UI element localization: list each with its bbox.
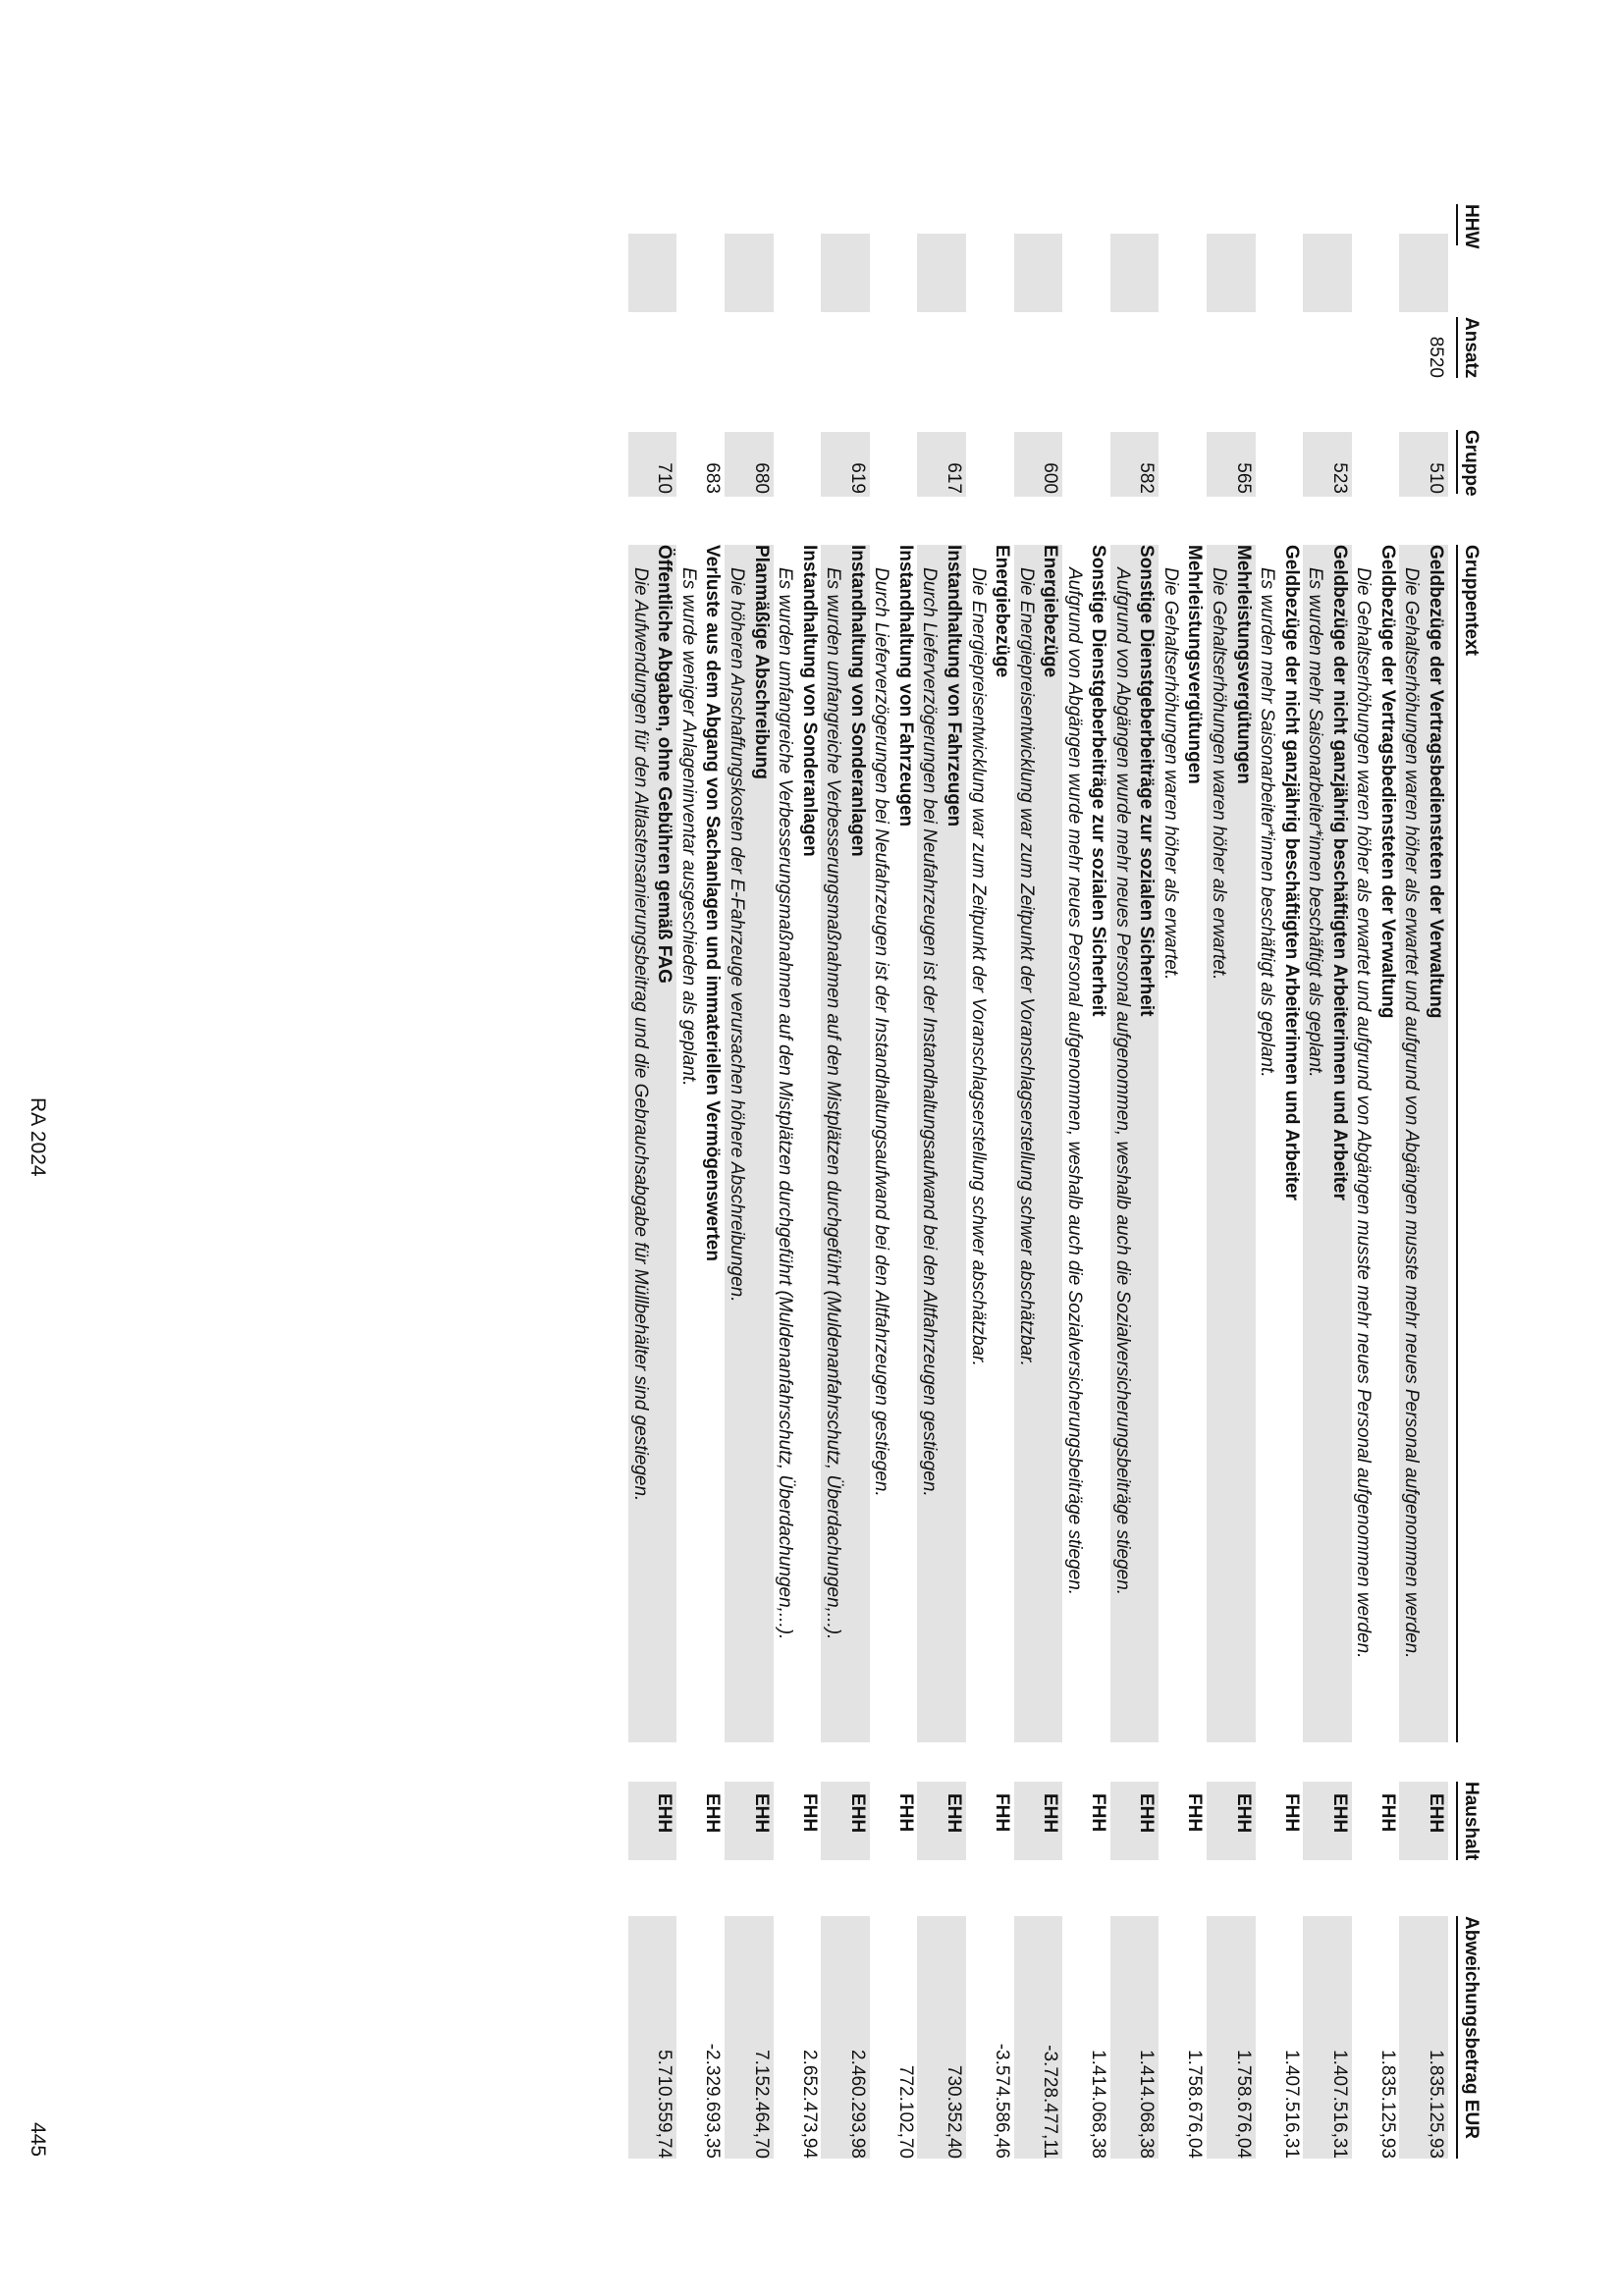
row-shading [1038,545,1062,1742]
row-gruppentext: Sonstige Dienstgeberbeiträge zur sozialen Sicherheit [1088,545,1109,1017]
footer-page-number: 445 [27,2122,49,2158]
header-rule-ansatz [1456,317,1458,378]
row-shading [628,1916,653,2159]
row-abweichungsbetrag: 1.835.125,93 [1426,2050,1446,2159]
row-gruppentext: Mehrleistungsvergütungen [1232,545,1254,784]
row-gruppentext: Instandhaltung von Sonderanlagen [798,545,820,857]
row-abweichungsbetrag: 1.758.676,04 [1232,2050,1254,2159]
row-shading [917,1782,942,1860]
row-shading [628,234,653,312]
row-shading [725,432,749,497]
row-shading [1014,432,1039,497]
row-abweichungsbetrag: -2.329.693,35 [702,2043,724,2159]
row-erlaeuterung: Die Gehaltserhöhungen waren höher als erwartet. [1160,567,1181,981]
row-shading [1038,234,1062,312]
header-haushalt: Haushalt [1461,1782,1482,1861]
row-gruppe: 683 [702,462,724,494]
row-shading [1399,432,1424,497]
row-haushalt: EHH [1328,1793,1350,1834]
header-ansatz: Ansatz [1461,317,1482,379]
row-shading [917,432,942,497]
row-shading [628,1782,653,1860]
row-shading [821,234,845,312]
row-shading [845,234,870,312]
row-shading [1207,1916,1231,2159]
row-haushalt: EHH [654,1793,675,1834]
row-erlaeuterung: Die Aufwendungen für den Altlastensanierungsbeitrag und die Gebrauchsabgabe für Müllbehälter sind gestiegen. [629,567,651,1502]
row-shading [725,1782,749,1860]
row-shading [1303,432,1327,497]
row-haushalt: FHH [1184,1793,1206,1833]
header-gruppe: Gruppe [1461,430,1482,497]
row-gruppentext: Verluste aus dem Abgang von Sachanlagen und immateriellen Vermögenswerten [702,545,724,1261]
row-shading [1231,234,1256,312]
row-haushalt: EHH [944,1793,964,1834]
row-haushalt: EHH [1426,1793,1446,1834]
header-gruppentext: Gruppentext [1461,545,1482,656]
row-shading [1110,1916,1135,2159]
row-gruppentext: Instandhaltung von Sonderanlagen [846,545,868,857]
header-abweichungsbetrag: Abweichungsbetrag EUR [1461,1916,1482,2139]
row-haushalt: EHH [846,1793,868,1834]
row-erlaeuterung: Es wurden umfangreiche Verbesserungsmaßnahmen auf den Mistplätzen durchgeführt (Muldenanfahrschutz, Überdachungen,...). [775,567,796,1640]
header-rule-gruppentext [1456,545,1458,1742]
row-gruppentext: Energiebezüge [992,545,1013,678]
header-rule-gruppe [1456,430,1458,494]
row-erlaeuterung: Die Gehaltserhöhungen waren höher als erwartet. [1209,567,1230,981]
row-abweichungsbetrag: 772.102,70 [894,2064,916,2159]
row-shading [1110,234,1135,312]
row-gruppe: 510 [1426,462,1446,494]
row-shading [1110,1782,1135,1860]
row-abweichungsbetrag: 1.414.068,38 [1136,2050,1158,2159]
row-shading [821,1916,845,2159]
row-haushalt: EHH [750,1793,772,1834]
row-shading [1014,1916,1039,2159]
header-rule-haushalt [1456,1782,1458,1860]
header-rule-hhw [1456,204,1458,245]
row-erlaeuterung: Es wurde weniger Anlageninventar ausgeschieden als geplant. [677,567,699,1087]
row-erlaeuterung: Aufgrund von Abgängen wurde mehr neues Personal aufgenommen, weshalb auch die Sozialversicherungsbeiträge stiegen. [1063,567,1085,1596]
row-gruppentext: Mehrleistungsvergütungen [1184,545,1206,784]
row-haushalt: EHH [1136,1793,1158,1834]
row-erlaeuterung: Es wurden umfangreiche Verbesserungsmaßnahmen auf den Mistplätzen durchgeführt (Muldenanfahrschutz, Überdachungen,...). [823,567,844,1640]
row-shading [942,234,966,312]
row-gruppentext: Geldbezüge der Vertragsbediensteten der Verwaltung [1376,545,1398,1019]
row-abweichungsbetrag: 730.352,40 [944,2064,964,2159]
row-haushalt: EHH [702,1793,724,1834]
row-shading [917,1916,942,2159]
row-erlaeuterung: Es wurden mehr Saisonarbeiter*innen beschäftigt als geplant. [1257,567,1278,1078]
row-erlaeuterung: Die höheren Anschaffungskosten der E-Fahrzeuge verursachen höhere Abschreibungen. [727,567,748,1303]
row-abweichungsbetrag: 1.407.516,31 [1280,2050,1302,2159]
row-gruppentext: Öffentliche Abgaben, ohne Gebühren gemäß FAG [654,545,675,984]
row-gruppentext: Geldbezüge der nicht ganzjährig beschäftigten Arbeiterinnen und Arbeiter [1280,545,1302,1201]
row-shading [1399,1782,1424,1860]
row-gruppentext: Instandhaltung von Fahrzeugen [894,545,916,828]
row-shading [1110,432,1135,497]
row-haushalt: FHH [1376,1793,1398,1833]
row-haushalt: FHH [1280,1793,1302,1833]
row-gruppe: 523 [1328,462,1350,494]
row-abweichungsbetrag: 2.652.473,94 [798,2050,820,2159]
row-erlaeuterung: Die Energiepreisentwicklung war zum Zeitpunkt der Voranschlagserstellung schwer abschätzbar. [967,567,989,1366]
row-shading [628,432,653,497]
header-hhw: HHW [1461,204,1482,249]
row-shading [1134,234,1159,312]
ansatz-value: 8520 [1426,336,1446,378]
row-shading [1207,1782,1231,1860]
row-shading [1399,234,1424,312]
row-gruppe: 565 [1232,462,1254,494]
row-shading [652,234,676,312]
row-shading [1303,1916,1327,2159]
row-shading [1424,234,1448,312]
row-abweichungsbetrag: -3.574.586,46 [992,2043,1013,2159]
row-shading [749,234,774,312]
row-abweichungsbetrag: -3.728.477,11 [1040,2045,1061,2159]
row-shading [725,234,749,312]
row-abweichungsbetrag: 1.407.516,31 [1328,2050,1350,2159]
row-erlaeuterung: Die Gehaltserhöhungen waren höher als erwartet und aufgrund von Abgängen musste mehr neues Personal aufgenommen werden. [1353,567,1375,1659]
row-shading [1303,1782,1327,1860]
row-erlaeuterung: Die Gehaltserhöhungen waren höher als erwartet und aufgrund von Abgängen musste mehr neues Personal aufgenommen werden. [1401,567,1423,1659]
row-abweichungsbetrag: 1.835.125,93 [1376,2050,1398,2159]
row-shading [821,432,845,497]
row-gruppe: 600 [1040,462,1061,494]
row-shading [821,1782,845,1860]
header-rule-abweichung [1456,1916,1458,2159]
row-abweichungsbetrag: 7.152.464,70 [750,2050,772,2159]
row-gruppe: 680 [750,462,772,494]
row-erlaeuterung: Durch Lieferverzögerungen bei Neufahrzeugen ist der Instandhaltungsaufwand bei den Altfahrzeugen gestiegen. [919,567,941,1497]
row-haushalt: FHH [992,1793,1013,1833]
row-abweichungsbetrag: 1.414.068,38 [1088,2050,1109,2159]
row-gruppentext: Geldbezüge der Vertragsbediensteten der Verwaltung [1426,545,1446,1019]
row-haushalt: EHH [1232,1793,1254,1834]
row-shading [1207,432,1231,497]
row-abweichungsbetrag: 1.758.676,04 [1184,2050,1206,2159]
row-haushalt: EHH [1040,1793,1061,1834]
row-gruppentext: Energiebezüge [1040,545,1061,678]
row-gruppe: 617 [944,462,964,494]
row-abweichungsbetrag: 2.460.293,98 [846,2050,868,2159]
row-erlaeuterung: Die Energiepreisentwicklung war zum Zeitpunkt der Voranschlagserstellung schwer abschätzbar. [1015,567,1037,1366]
row-erlaeuterung: Aufgrund von Abgängen wurde mehr neues Personal aufgenommen, weshalb auch die Sozialversicherungsbeiträge stiegen. [1111,567,1133,1596]
row-shading [1207,234,1231,312]
row-shading [1303,234,1327,312]
row-gruppentext: Planmäßige Abschreibung [750,545,772,779]
row-shading [1014,234,1039,312]
row-haushalt: FHH [798,1793,820,1833]
row-gruppentext: Instandhaltung von Fahrzeugen [944,545,964,828]
row-haushalt: FHH [894,1793,916,1833]
row-abweichungsbetrag: 5.710.559,74 [654,2050,675,2159]
row-haushalt: FHH [1088,1793,1109,1833]
row-gruppe: 582 [1136,462,1158,494]
row-gruppentext: Sonstige Dienstgeberbeiträge zur sozialen Sicherheit [1136,545,1158,1017]
row-shading [1014,1782,1039,1860]
row-gruppe: 710 [654,462,675,494]
row-shading [725,1916,749,2159]
footer-document-id: RA 2024 [27,1097,49,1177]
row-shading [1399,1916,1424,2159]
row-shading [917,234,942,312]
row-gruppe: 619 [846,462,868,494]
row-gruppentext: Geldbezüge der nicht ganzjährig beschäftigten Arbeiterinnen und Arbeiter [1328,545,1350,1201]
row-erlaeuterung: Es wurden mehr Saisonarbeiter*innen beschäftigt als geplant. [1305,567,1326,1078]
row-shading [1327,234,1352,312]
row-erlaeuterung: Durch Lieferverzögerungen bei Neufahrzeugen ist der Instandhaltungsaufwand bei den Altfahrzeugen gestiegen. [871,567,892,1497]
